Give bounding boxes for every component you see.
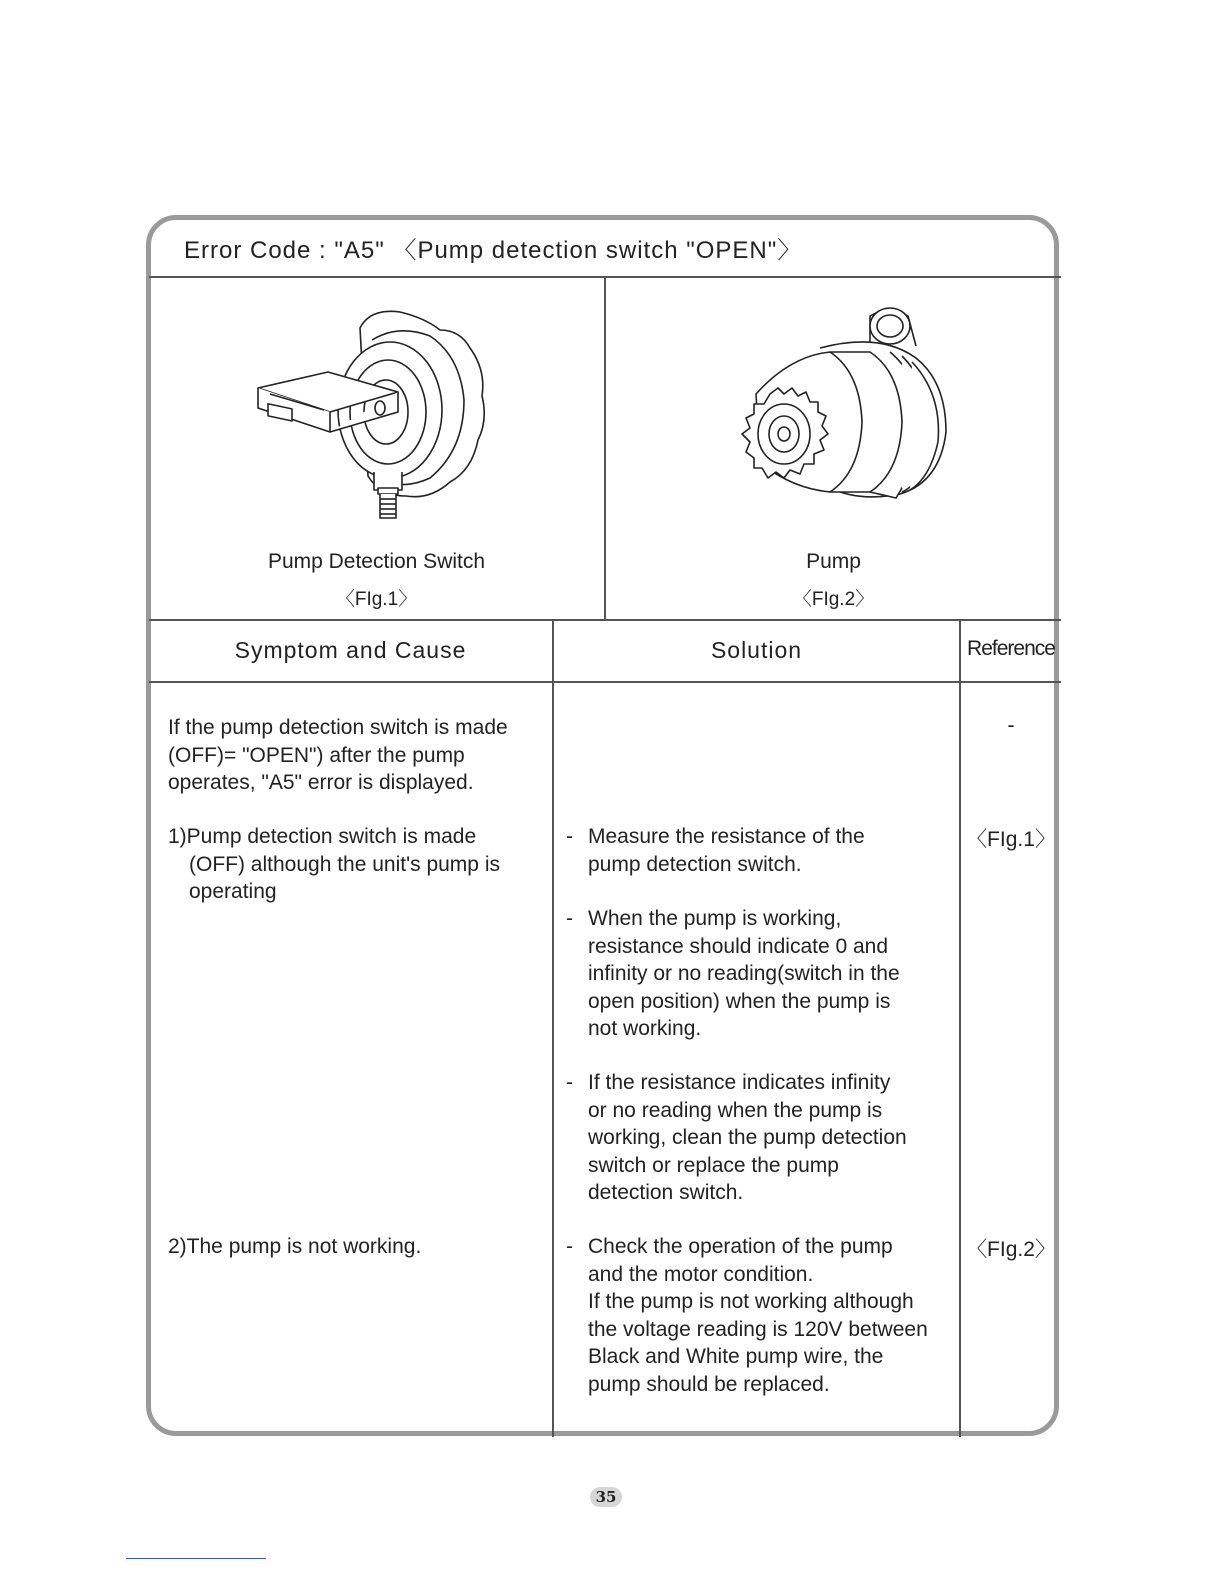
intro-reference: -: [1007, 714, 1015, 737]
intro-text: If the pump detection switch is made (OFF)= "OPEN") after the pump operates, "A5" error is displayed.: [168, 716, 508, 794]
pump-illustration: [720, 302, 960, 512]
reference-fig-1: 〈FIg.1〉: [966, 828, 1056, 851]
solution-4: - Check the operation of the pump and the motor condition. If the pump is not working although the voltage reading is 120V between Black and White pump wire, the pump should be replaced.: [566, 1235, 928, 1396]
header-solution: Solution: [710, 637, 803, 663]
pump-detection-switch-illustration: [250, 300, 500, 525]
reference-fig-2: 〈FIg.2〉: [966, 1238, 1056, 1261]
divider: [552, 620, 554, 1437]
figure-1-label: Pump Detection Switch: [267, 550, 486, 573]
solution-2: - When the pump is working, resistance should indicate 0 and infinity or no reading(switch in the open position) when the pump is not working.: [566, 907, 900, 1040]
solution-3: - If the resistance indicates infinity or no reading when the pump is working, clean the pump detection switch or replace the pump detection switch.: [566, 1071, 907, 1204]
figure-1-number: 〈FIg.1〉: [335, 589, 418, 610]
figure-2-number: 〈FIg.2〉: [792, 589, 875, 610]
solution-1: - Measure the resistance of the pump detection switch.: [566, 825, 865, 876]
page-title: Error Code : "A5" 〈Pump detection switch "OPEN"〉: [184, 237, 803, 264]
divider: [149, 681, 1061, 683]
header-symptom-and-cause: Symptom and Cause: [234, 637, 467, 663]
page-number: 35: [590, 1487, 622, 1507]
cause-2: 2)The pump is not working.: [168, 1235, 422, 1258]
header-reference: Reference: [967, 637, 1055, 660]
footer-rule: [126, 1558, 266, 1559]
divider: [959, 620, 961, 1437]
cause-1: 1)Pump detection switch is made (OFF) although the unit's pump is operating: [168, 825, 500, 903]
figure-2-label: Pump: [806, 550, 861, 573]
